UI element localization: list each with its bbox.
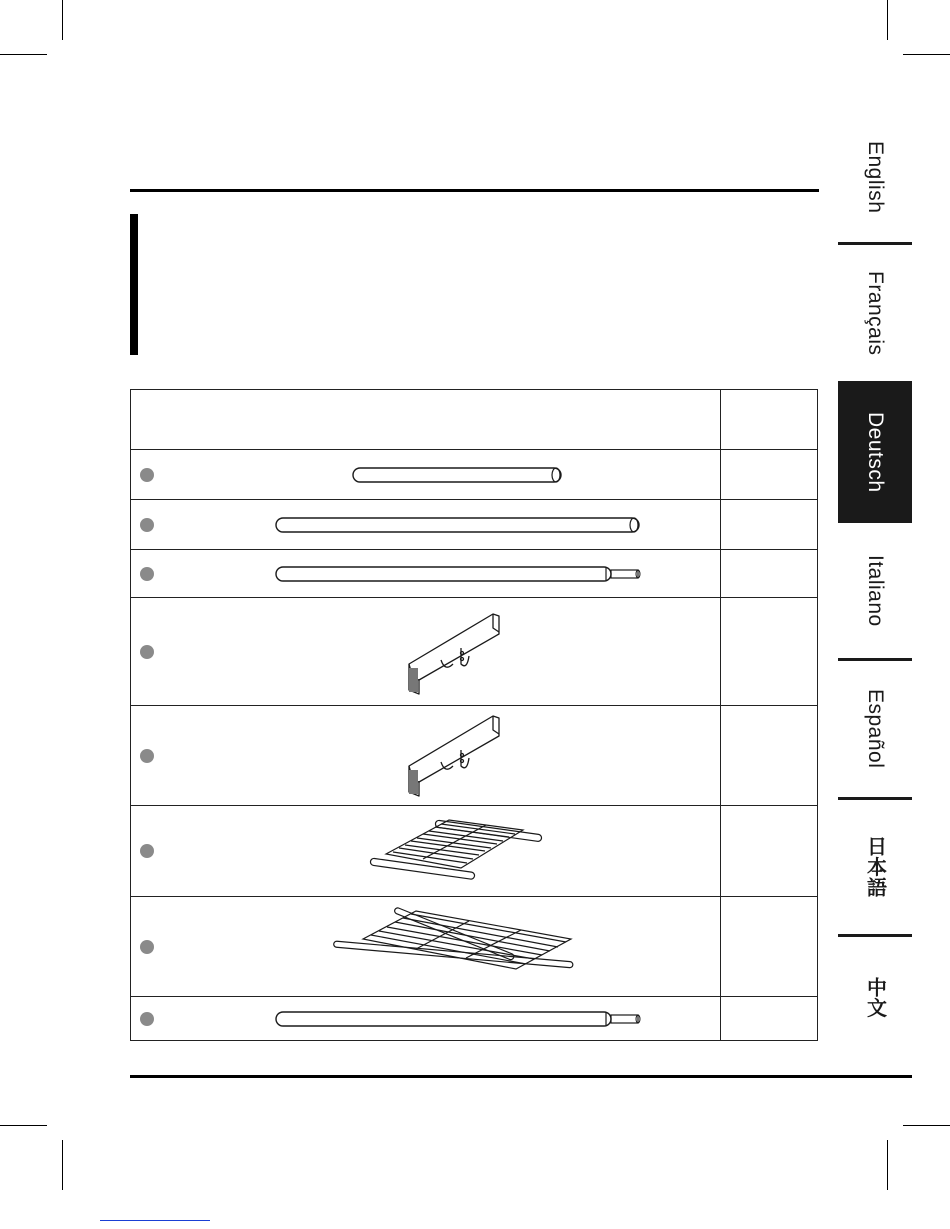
quantity-column-header xyxy=(720,390,817,449)
long-tube-icon xyxy=(131,500,721,550)
wall-bracket-icon xyxy=(131,706,721,806)
bottom-rule xyxy=(130,1075,912,1078)
table-row xyxy=(131,449,817,499)
tab-english[interactable] xyxy=(838,110,912,245)
crop-mark xyxy=(62,0,63,40)
short-tube-icon xyxy=(131,450,721,500)
table-row xyxy=(131,705,817,805)
long-tube-connector-icon xyxy=(131,997,721,1041)
crop-mark xyxy=(0,54,47,55)
table-header-row xyxy=(131,390,817,449)
crop-mark xyxy=(903,1125,950,1126)
tab-deutsch-label: Deutsch xyxy=(864,411,887,493)
quantity-cell xyxy=(720,806,817,896)
quantity-cell xyxy=(720,550,817,597)
small-wire-shelf-icon xyxy=(131,806,721,897)
quantity-cell xyxy=(720,598,817,705)
tab-chinese-label: 中文 xyxy=(863,976,886,1018)
table-row xyxy=(131,896,817,996)
tab-espanol-label: Español xyxy=(864,689,887,769)
wall-bracket-icon xyxy=(131,598,721,706)
parts-table xyxy=(130,389,818,1041)
table-row xyxy=(131,597,817,705)
quantity-cell xyxy=(720,500,817,549)
crop-mark xyxy=(0,1125,47,1126)
quantity-cell xyxy=(720,997,817,1040)
table-row xyxy=(131,549,817,597)
large-wire-shelf-icon xyxy=(131,897,721,997)
top-rule xyxy=(130,189,819,192)
link-underline xyxy=(100,1220,210,1221)
tab-espanol[interactable] xyxy=(838,661,912,797)
table-row xyxy=(131,805,817,896)
crop-mark xyxy=(903,54,950,55)
tab-japanese[interactable] xyxy=(838,800,912,934)
quantity-cell xyxy=(720,706,817,805)
tab-chinese[interactable] xyxy=(838,937,912,1057)
heading-bar xyxy=(130,214,138,355)
crop-mark xyxy=(887,1140,888,1190)
tab-francais[interactable] xyxy=(838,245,912,381)
tab-francais-label: Français xyxy=(864,270,887,356)
tab-italiano-label: Italiano xyxy=(864,554,887,627)
crop-mark xyxy=(887,0,888,40)
tab-italiano[interactable] xyxy=(838,523,912,658)
long-tube-connector-icon xyxy=(131,550,721,598)
tab-deutsch[interactable] xyxy=(838,381,912,523)
crop-mark xyxy=(62,1140,63,1190)
tab-japanese-label: 日本語 xyxy=(863,836,886,898)
tab-english-label: English xyxy=(864,141,887,214)
table-row xyxy=(131,996,817,1040)
quantity-cell xyxy=(720,450,817,499)
quantity-cell xyxy=(720,897,817,996)
table-row xyxy=(131,499,817,549)
